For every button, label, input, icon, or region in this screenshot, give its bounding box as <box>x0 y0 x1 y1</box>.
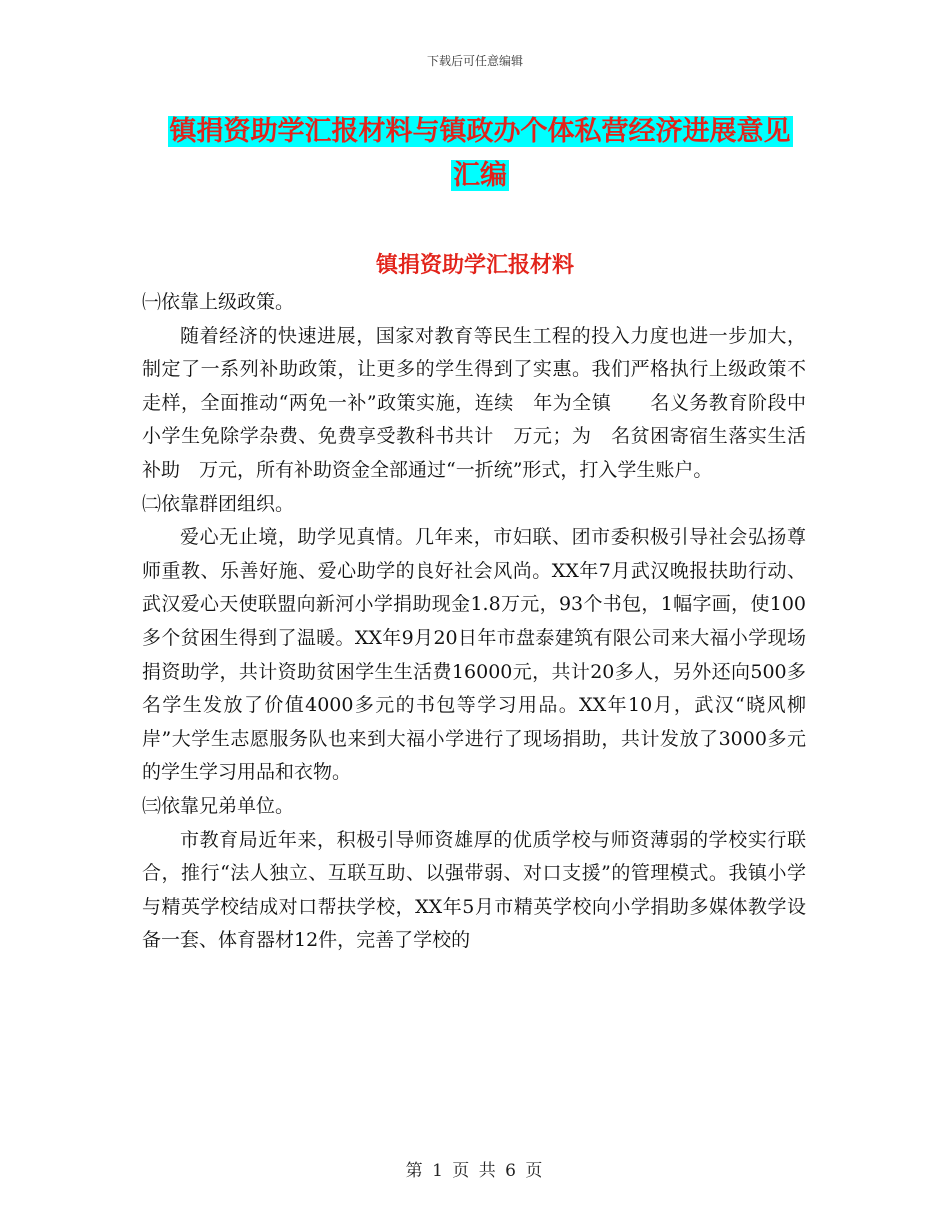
paragraph: 市教育局近年来，积极引导师资雄厚的优质学校与师资薄弱的学校实行联合，推行“法人独立、互联互助、以强带弱、对口支援”的管理模式。我镇小学与精英学校结成对口帮扶学校，XX年5月市精英学校向小学捐助多媒体教学设备一套、体育器材12件，完善了学校的 <box>142 828 806 952</box>
page-header-note: 下载后可任意编辑 <box>426 54 523 68</box>
document-title-line-2: 汇编 <box>453 160 507 191</box>
subheading-2: ㈡依靠群团组织。 <box>142 492 295 515</box>
paragraph: 随着经济的快速进展，国家对教育等民生工程的投入力度也进一步加大，制定了一系列补助政策，让更多的学生得到了实惠。我们严格执行上级政策不走样，全面推动“两免一补”政策实施，连续 年为全镇 名义务教育阶段中小学生免除学杂费、免费享受教科书共计 万元；为 名贫困寄宿生落实生活补助 万元，所有补助资金全部通过“一折统”形式，打入学生账户。 <box>142 324 806 481</box>
subheading-1: ㈠依靠上级政策。 <box>142 291 295 313</box>
page-number: 第 1 页 共 6 页 <box>405 1161 545 1181</box>
body-text <box>142 286 806 958</box>
document-title-line-1: 镇捐资助学汇报材料与镇政办个体私营经济进展意见 <box>169 116 791 147</box>
document-title <box>150 110 810 198</box>
paragraph: 爱心无止境，助学见真情。几年来，市妇联、团市委积极引导社会弘扬尊师重教、乐善好施、爱心助学的良好社会风尚。XX年7月武汉晚报扶助行动、武汉爱心天使联盟向新河小学捐助现金1.8万元，93个书包，1幅字画，使100多个贫困生得到了温暖。XX年9月20日年市盘泰建筑有限公司来大福小学现场捐资助学，共计资助贫困学生生活费16000元，共计20多人，另外还向500多名学生发放了价值4000多元的书包等学习用品。XX年10月，武汉“晓风柳岸”大学生志愿服务队也来到大福小学进行了现场捐助，共计发放了3000多元的学生学习用品和衣物。 <box>142 526 806 784</box>
subheading-3: ㈢依靠兄弟单位。 <box>142 794 295 817</box>
section-title: 镇捐资助学汇报材料 <box>375 252 574 278</box>
